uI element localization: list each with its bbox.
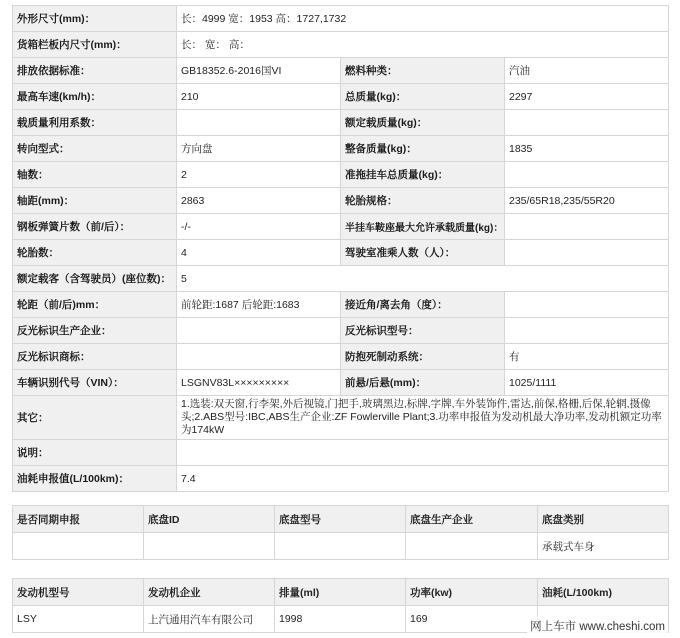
spec-value: 210	[177, 84, 341, 110]
table-cell: LSY	[13, 606, 144, 633]
chassis-table	[12, 505, 669, 560]
spec-row	[13, 110, 669, 136]
spec-label: 说明：	[13, 440, 177, 466]
spec-row	[13, 370, 669, 396]
spec-value: 4	[177, 240, 341, 266]
spec-row	[13, 162, 669, 188]
vehicle-spec-table	[12, 5, 669, 492]
column-header: 发动机企业	[144, 579, 275, 606]
spec-row-fuel	[13, 466, 669, 492]
table-cell: 1998	[275, 606, 406, 633]
spec-value: 前轮距:1687 后轮距:1683	[177, 292, 341, 318]
spec-label: 准拖挂车总质量(kg)：	[341, 162, 505, 188]
spec-label: 转向型式：	[13, 136, 177, 162]
spec-label: 排放依据标准：	[13, 58, 177, 84]
spec-value: 有	[505, 344, 669, 370]
spec-row	[13, 214, 669, 240]
spec-value	[177, 318, 341, 344]
table-cell	[406, 533, 538, 560]
spec-row-other	[13, 396, 669, 440]
table-cell	[275, 533, 406, 560]
spec-label: 半挂车鞍座最大允许承载质量(kg)：	[341, 214, 505, 240]
spec-value: 2	[177, 162, 341, 188]
spec-label: 轴距(mm)：	[13, 188, 177, 214]
spec-label: 货箱栏板内尺寸(mm)：	[13, 32, 177, 58]
column-header: 排量(ml)	[275, 579, 406, 606]
column-header: 发动机型号	[13, 579, 144, 606]
spec-value	[505, 240, 669, 266]
spec-value	[177, 110, 341, 136]
spec-value: 2297	[505, 84, 669, 110]
spec-value: 1025/1111	[505, 370, 669, 396]
spec-label: 钢板弹簧片数（前/后）：	[13, 214, 177, 240]
spec-row-passengers	[13, 266, 669, 292]
column-header: 底盘型号	[275, 506, 406, 533]
spec-value: 长： 宽： 高：	[177, 32, 669, 58]
spec-label: 驾驶室准乘人数（人）：	[341, 240, 505, 266]
spec-label: 防抱死制动系统：	[341, 344, 505, 370]
spec-row	[13, 136, 669, 162]
spec-value	[505, 214, 669, 240]
column-header: 是否同期申报	[13, 506, 144, 533]
spec-value: 7.4	[177, 466, 669, 492]
column-header: 底盘ID	[144, 506, 275, 533]
spec-value: 5	[177, 266, 669, 292]
spec-row	[13, 58, 669, 84]
table-cell: 169	[406, 606, 538, 633]
spec-value: 1835	[505, 136, 669, 162]
spec-label: 额定载客（含驾驶员）(座位数)：	[13, 266, 177, 292]
table-cell	[144, 533, 275, 560]
spec-label: 前悬/后悬(mm)：	[341, 370, 505, 396]
spec-value: 长：4999 宽：1953 高：1727,1732	[177, 6, 669, 32]
spec-row-notes	[13, 440, 669, 466]
spec-label: 轮距（前/后)mm：	[13, 292, 177, 318]
site-watermark: 网上车市 www.cheshi.com	[527, 617, 668, 635]
spec-value	[177, 440, 669, 466]
spec-label: 轮胎规格：	[341, 188, 505, 214]
column-header: 油耗(L/100km)	[538, 579, 669, 606]
spec-row-cargo-box	[13, 32, 669, 58]
spec-value: GB18352.6-2016国VI	[177, 58, 341, 84]
spec-label: 外形尺寸(mm)：	[13, 6, 177, 32]
spec-row	[13, 344, 669, 370]
table-row	[13, 533, 669, 560]
spec-value	[505, 318, 669, 344]
spec-label: 轮胎数：	[13, 240, 177, 266]
spec-row	[13, 318, 669, 344]
table-cell	[13, 533, 144, 560]
column-header: 底盘生产企业	[406, 506, 538, 533]
spec-label: 最高车速(km/h)：	[13, 84, 177, 110]
table-cell: 承载式车身	[538, 533, 669, 560]
spec-value: LSGNV83L×××××××××	[177, 370, 341, 396]
spec-value: 1.选装:双天窗,行李架,外后视镜,门把手,玻璃黑边,标牌,字牌,车外装饰件,雷达,前保,格栅,后保,轮辋,摄像头;2.ABS型号:IBC,ABS生产企业:ZF Fowlerville Plant;3.功率申报值为发动机最大净功率,发动机额定功率为174kW	[177, 396, 669, 440]
spec-label: 额定载质量(kg)：	[341, 110, 505, 136]
spec-value	[505, 162, 669, 188]
spec-label: 载质量利用系数：	[13, 110, 177, 136]
spec-value: 2863	[177, 188, 341, 214]
spec-label: 整备质量(kg)：	[341, 136, 505, 162]
table-header-row	[13, 579, 669, 606]
spec-row	[13, 188, 669, 214]
spec-value	[177, 344, 341, 370]
column-header: 底盘类别	[538, 506, 669, 533]
spec-label: 反光标识生产企业：	[13, 318, 177, 344]
spec-label: 油耗申报值(L/100km)：	[13, 466, 177, 492]
spec-value: 方向盘	[177, 136, 341, 162]
spec-label: 轴数：	[13, 162, 177, 188]
spec-row	[13, 292, 669, 318]
spec-row	[13, 84, 669, 110]
spec-label: 总质量(kg)：	[341, 84, 505, 110]
spec-label: 其它：	[13, 396, 177, 440]
spec-label: 反光标识型号：	[341, 318, 505, 344]
spec-row	[13, 240, 669, 266]
spec-value	[505, 110, 669, 136]
table-cell: 上汽通用汽车有限公司	[144, 606, 275, 633]
spec-value: 235/65R18,235/55R20	[505, 188, 669, 214]
column-header: 功率(kw)	[406, 579, 538, 606]
spec-value	[505, 292, 669, 318]
table-header-row	[13, 506, 669, 533]
spec-label: 燃料种类：	[341, 58, 505, 84]
spec-label: 反光标识商标：	[13, 344, 177, 370]
spec-value: -/-	[177, 214, 341, 240]
spec-value: 汽油	[505, 58, 669, 84]
spec-label: 接近角/离去角（度）：	[341, 292, 505, 318]
spec-label: 车辆识别代号（VIN）：	[13, 370, 177, 396]
spec-row-dimensions	[13, 6, 669, 32]
